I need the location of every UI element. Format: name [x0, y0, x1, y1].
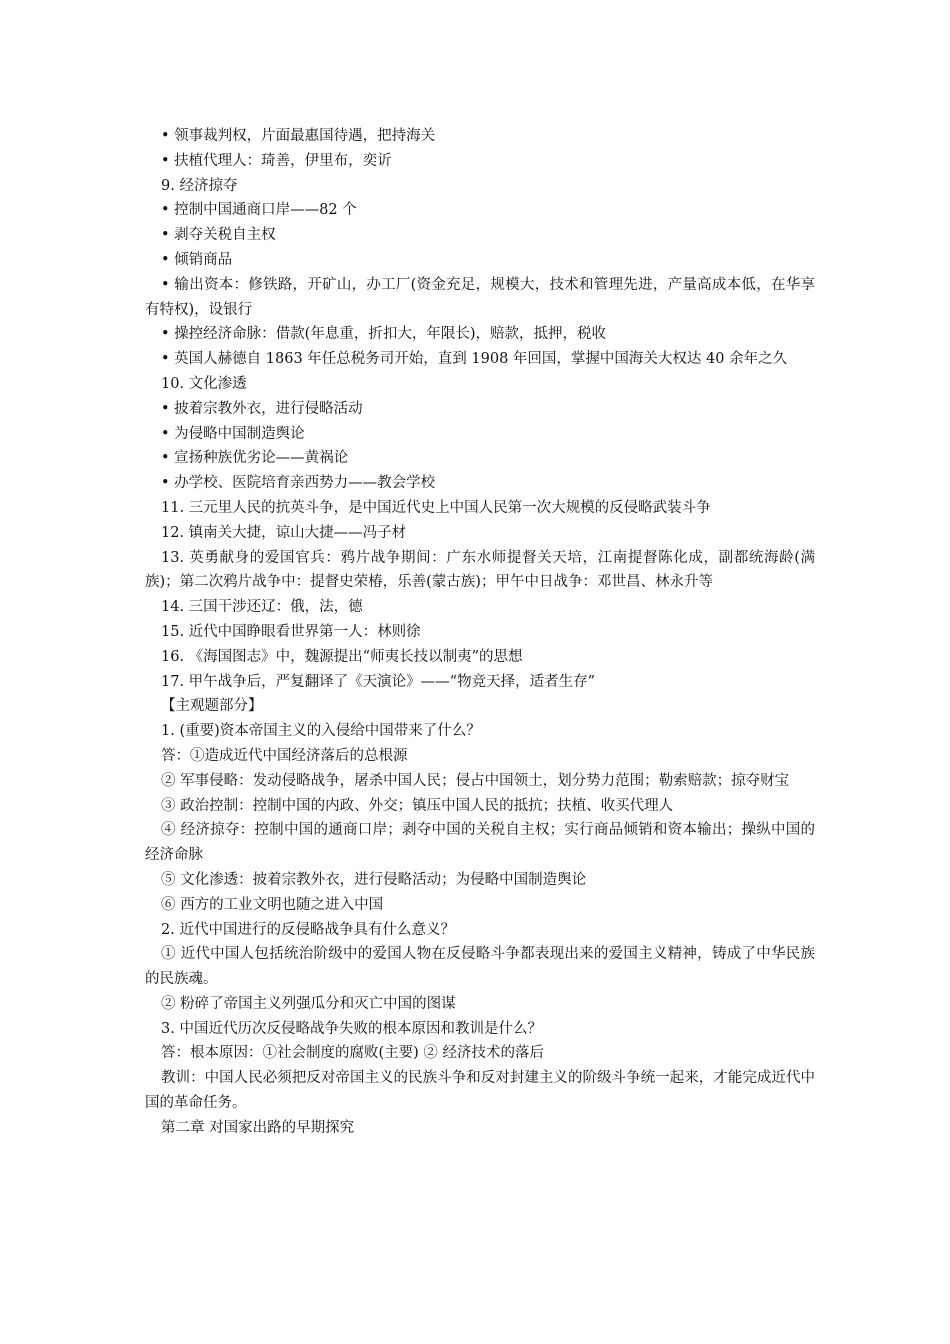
answer-line: ④ 经济掠夺：控制中国的通商口岸；剥夺中国的关税自主权；实行商品倾销和资本输出；操纵中国的经济命脉 — [145, 822, 815, 864]
bullet-item: • 披着宗教外衣，进行侵略活动 — [161, 400, 363, 417]
bullet-item: • 英国人赫德自 1863 年任总税务司开始，直到 1908 年回国，掌握中国海关大权达 40 余年之久 — [161, 351, 788, 368]
answer-line: ② 粉碎了帝国主义列强瓜分和灭亡中国的图谋 — [161, 995, 456, 1012]
numbered-item: 16. 《海国图志》中，魏源提出“师夷长技以制夷”的思想 — [161, 648, 523, 665]
question: 3. 中国近代历次反侵略战争失败的根本原因和教训是什么？ — [161, 1020, 542, 1037]
bullet-item: • 领事裁判权，片面最惠国待遇，把持海关 — [161, 128, 436, 144]
numbered-item: 13. 英勇献身的爱国官兵：鸦片战争期间：广东水师提督关天培，江南提督陈化成，副都统海龄(满族)；第二次鸦片战争中：提督史荣椿，乐善(蒙古族)；甲午中日战争：邓世昌、林永升等 — [145, 549, 815, 591]
answer-line: 答：①造成近代中国经济落后的总根源 — [161, 747, 408, 764]
bullet-item: • 扶植代理人：琦善，伊里布，奕䜣 — [161, 152, 392, 169]
answer-line: ③ 政治控制：控制中国的内政、外交；镇压中国人民的抵抗；扶植、收买代理人 — [161, 797, 674, 814]
numbered-item: 12. 镇南关大捷，谅山大捷——冯子材 — [161, 524, 407, 541]
bullet-item: • 输出资本：修铁路，开矿山，办工厂(资金充足，规模大，技术和管理先进，产量高成本低，在华享有特权)，设银行 — [145, 276, 815, 318]
section-heading: 9. 经济掠夺 — [161, 177, 238, 194]
answer-line: 答：根本原因：①社会制度的腐败(主要) ② 经济技术的落后 — [161, 1045, 545, 1062]
bullet-item: • 操控经济命脉：借款(年息重，折扣大，年限长)，赔款，抵押，税收 — [161, 326, 606, 343]
numbered-item: 14. 三国干涉还辽：俄，法，德 — [161, 599, 363, 616]
bullet-item: • 办学校、医院培育亲西势力——教会学校 — [161, 475, 436, 492]
document-body — [145, 124, 815, 1141]
answer-line: ② 军事侵略：发动侵略战争，屠杀中国人民；侵占中国领土，划分势力范围；勒索赔款；掠夺财宝 — [161, 772, 790, 789]
bullet-item: • 为侵略中国制造舆论 — [161, 425, 305, 442]
numbered-item: 15. 近代中国睁眼看世界第一人：林则徐 — [161, 623, 421, 640]
answer-line: ⑥ 西方的工业文明也随之进入中国 — [161, 896, 384, 913]
answer-line: ① 近代中国人包括统治阶级中的爱国人物在反侵略斗争都表现出来的爱国主义精神，铸成了中华民族的民族魂。 — [145, 946, 815, 988]
chapter-heading: 第二章 对国家出路的早期探究 — [161, 1119, 355, 1136]
question: 1. (重要)资本帝国主义的入侵给中国带来了什么？ — [161, 723, 481, 740]
bullet-item: • 倾销商品 — [161, 251, 233, 268]
answer-line: 教训：中国人民必须把反对帝国主义的民族斗争和反对封建主义的阶级斗争统一起来，才能完成近代中国的革命任务。 — [145, 1070, 815, 1112]
numbered-item: 17. 甲午战争后，严复翻译了《天演论》——“物竞天择，适者生存” — [161, 673, 595, 690]
numbered-item: 11. 三元里人民的抗英斗争，是中国近代史上中国人民第一次大规模的反侵略武装斗争 — [161, 499, 711, 516]
bullet-item: • 控制中国通商口岸——82 个 — [161, 202, 357, 219]
subjective-section-heading: 【主观题部分】 — [161, 698, 263, 715]
bullet-item: • 宣扬种族优劣论——黄祸论 — [161, 450, 349, 467]
bullet-item: • 剥夺关税自主权 — [161, 227, 276, 244]
question: 2. 近代中国进行的反侵略战争具有什么意义？ — [161, 921, 455, 938]
section-heading: 10. 文化渗透 — [161, 375, 247, 392]
answer-line: ⑤ 文化渗透：披着宗教外衣，进行侵略活动；为侵略中国制造舆论 — [161, 871, 587, 888]
